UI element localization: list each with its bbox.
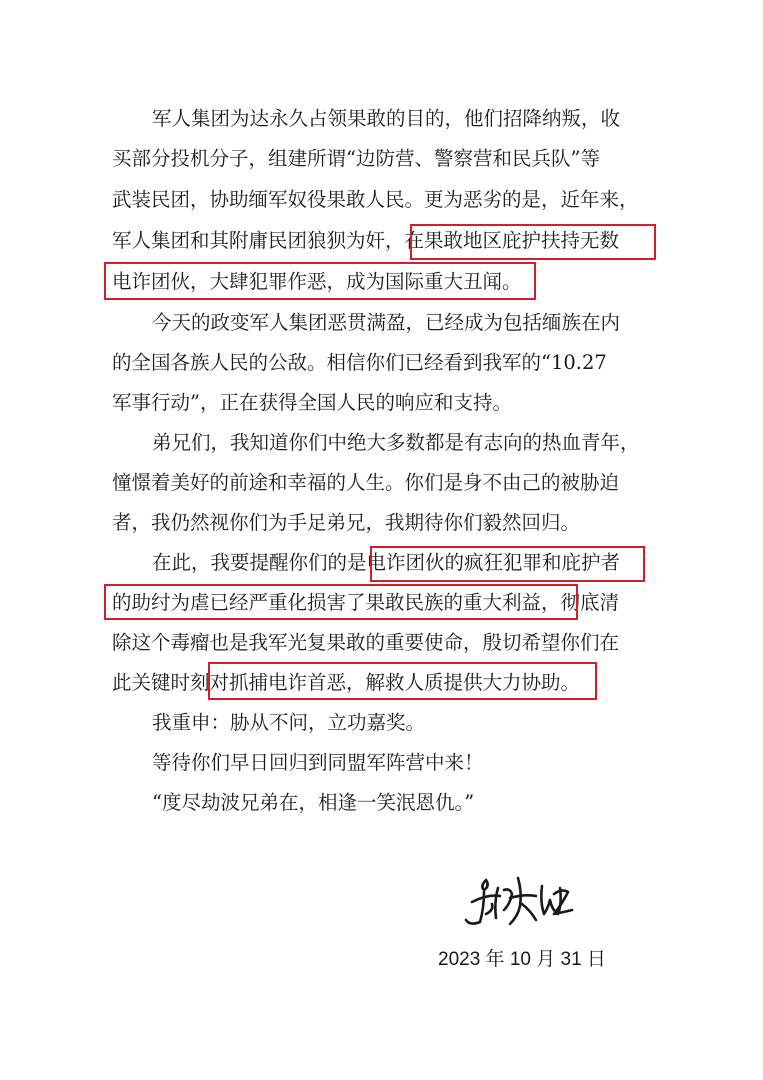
p7-line: “度尽劫波兄弟在，相逢一笑泯恩仇。” xyxy=(152,791,475,814)
p5-line: 我重申：胁从不问，立功嘉奖。 xyxy=(152,711,426,734)
p4-line2-highlight: 的助纣为虐已经严重化损害了果敢民族的重大利益 xyxy=(112,591,542,614)
p2-line2: 的全国各族人民的公敌。相信你们已经看到我军的“10.27 xyxy=(112,351,607,374)
p4-line2-text: ，彻底清 xyxy=(541,591,620,614)
p1-line3: 武装民团，协助缅军奴役果敢人民。更为恶劣的是，近年来， xyxy=(112,188,639,211)
p3-line1: 弟兄们，我知道你们中绝大多数都是有志向的热血青年， xyxy=(152,431,640,454)
p1-line4 xyxy=(112,224,619,258)
p1-line2: 买部分投机分子，组建所谓“边防营、警察营和民兵队”等 xyxy=(112,147,600,170)
p4-line3: 除这个毒瘤也是我军光复果敢的重要使命，殷切希望你们在 xyxy=(112,631,620,654)
handwritten-signature xyxy=(462,868,582,938)
p1-line4-text: 军人集团和其附庸民团狼狈为奸， xyxy=(112,229,405,252)
letter-date: 2023 年 10 月 31 日 xyxy=(438,949,606,970)
p4-line1 xyxy=(152,546,620,580)
p4-line2 xyxy=(112,586,619,620)
p2-line3: 军事行动”，正在获得全国人民的响应和支持。 xyxy=(112,391,512,414)
p1-line1: 军人集团为达永久占领果敢的目的，他们招降纳叛，收 xyxy=(152,107,621,130)
p1-line4-highlight: 在果敢地区庇护扶持无数 xyxy=(404,229,620,252)
p3-line3: 者，我仍然视你们为手足弟兄，我期待你们毅然回归。 xyxy=(112,511,581,534)
p4-line1-text: 在此，我要提醒你们的是 xyxy=(152,551,367,574)
p2-line1: 今天的政变军人集团恶贯满盈，已经成为包括缅族在内 xyxy=(152,311,621,334)
p6-line: 等待你们早日回归到同盟军阵营中来！ xyxy=(152,751,484,774)
p4-line4-highlight: 对抓捕电诈首恶，解救人质提供大力协助。 xyxy=(209,671,581,694)
p4-line4-text: 此关键时刻 xyxy=(112,671,210,694)
p1-line5-highlight: 电诈团伙，大肆犯罪作恶，成为国际重大丑闻。 xyxy=(112,270,522,293)
p1-line5 xyxy=(112,265,522,299)
p3-line2: 憧憬着美好的前途和幸福的人生。你们是身不由己的被胁迫 xyxy=(112,471,620,494)
p4-line4 xyxy=(112,666,580,700)
p4-line1-highlight: 电诈团伙的疯狂犯罪和庇护者 xyxy=(366,551,621,574)
